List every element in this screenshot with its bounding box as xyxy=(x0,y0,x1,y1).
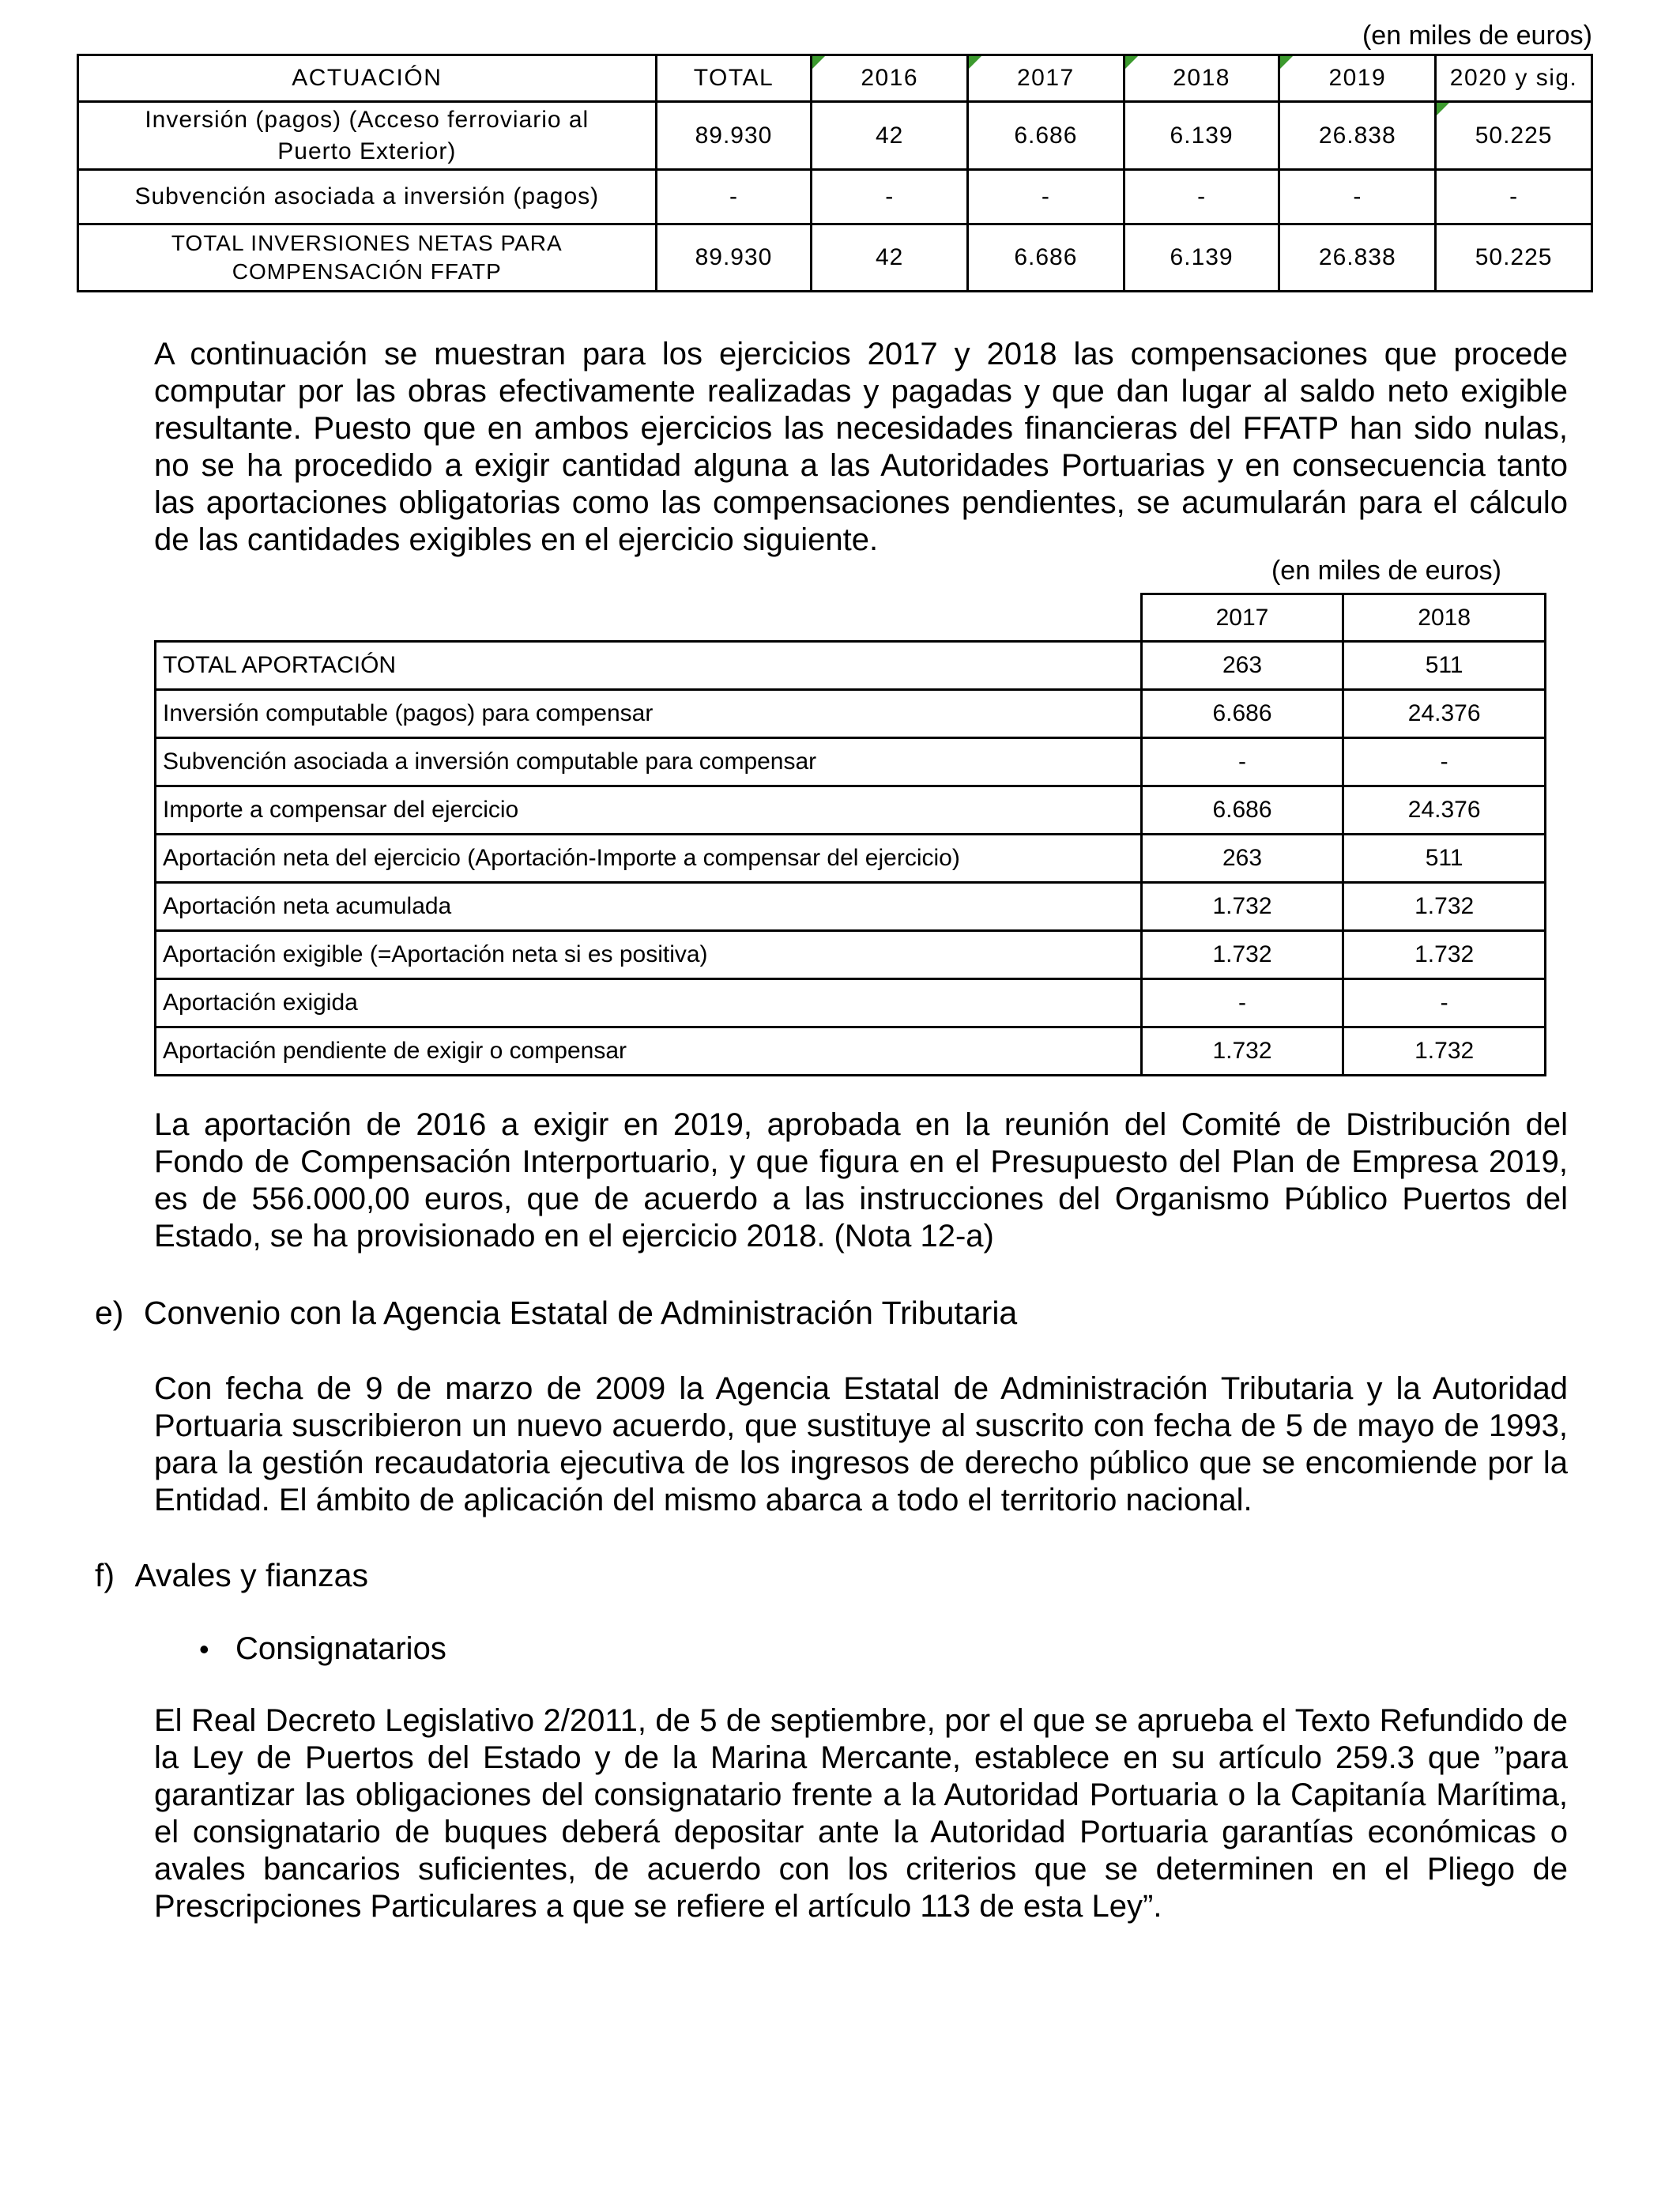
table-cell: 1.732 xyxy=(1343,1027,1546,1076)
row-label: Subvención asociada a inversión (pagos) xyxy=(78,170,657,224)
table-total-row xyxy=(78,224,1592,292)
paragraph-compensations-intro: A continuación se muestran para los ejercicios 2017 y 2018 las compensaciones que procede computar por las obras efectivamente realizadas y pagadas y que dan lugar al saldo neto exigible resultante. Puesto que en ambos ejercicios las necesidades financieras del FFATP han sido nulas, no se ha procedido a exigir cantidad alguna a las Autoridades Portuarias y en consecuencia tanto las aportaciones obligatorias como las compensaciones pendientes, se acumularán para el cálculo de las cantidades exigibles en el ejercicio siguiente. xyxy=(154,337,1568,557)
table-cell: 26.838 xyxy=(1279,224,1436,292)
table-cell: 511 xyxy=(1343,642,1546,690)
table-row xyxy=(156,786,1546,835)
table-cell: 263 xyxy=(1141,642,1343,690)
table-cell: - xyxy=(1343,979,1546,1027)
cell-comment-marker-icon xyxy=(1280,56,1293,69)
table-row xyxy=(78,102,1592,170)
row-label: Aportación exigible (=Aportación neta si es positiva) xyxy=(156,931,1142,979)
bullet-item xyxy=(199,1631,446,1667)
table-cell: 6.139 xyxy=(1124,102,1279,170)
table-cell: 6.686 xyxy=(1141,786,1343,835)
section-title: Avales y fianzas xyxy=(134,1557,368,1593)
table-cell: 24.376 xyxy=(1343,786,1546,835)
table-cell: 6.686 xyxy=(968,102,1124,170)
column-header: TOTAL xyxy=(656,55,812,102)
table-cell: - xyxy=(1141,738,1343,786)
investment-table xyxy=(77,54,1593,292)
compensation-table xyxy=(154,593,1546,1076)
column-header: 2019 xyxy=(1279,55,1436,102)
section-letter: e) xyxy=(95,1295,124,1331)
table-cell: - xyxy=(812,170,968,224)
paragraph-2016-contribution: La aportación de 2016 a exigir en 2019, aprobada en la reunión del Comité de Distribución del Fondo de Compensación Interportuario, y que figura en el Presupuesto del Plan de Empresa 2019, es de 556.000,00 euros, que de acuerdo a las instrucciones del Organismo Público Puertos del Estado, se ha provisionado en el ejercicio 2018. (Nota 12-a) xyxy=(154,1107,1568,1253)
cell-comment-marker-icon xyxy=(1125,56,1138,69)
column-header: 2020 y sig. xyxy=(1436,55,1592,102)
column-header: 2018 xyxy=(1124,55,1279,102)
table-cell: - xyxy=(1141,979,1343,1027)
table-cell: 1.732 xyxy=(1343,931,1546,979)
table-header-row xyxy=(78,55,1592,102)
column-header: 2016 xyxy=(812,55,968,102)
row-label: Subvención asociada a inversión computable para compensar xyxy=(156,738,1142,786)
table-cell: 263 xyxy=(1141,835,1343,883)
row-label: Aportación exigida xyxy=(156,979,1142,1027)
table-cell: - xyxy=(968,170,1124,224)
cell-comment-marker-icon xyxy=(1437,103,1449,115)
table-row xyxy=(156,835,1546,883)
row-label: Inversión (pagos) (Acceso ferroviario al Puerto Exterior) xyxy=(78,102,657,170)
row-label: Aportación neta del ejercicio (Aportación-Importe a compensar del ejercicio) xyxy=(156,835,1142,883)
table-row xyxy=(156,738,1546,786)
table-cell: - xyxy=(1279,170,1436,224)
table1-units-label: (en miles de euros) xyxy=(1362,21,1592,51)
column-header: 2017 xyxy=(1141,594,1343,642)
table-cell: 6.686 xyxy=(968,224,1124,292)
section-f-heading xyxy=(95,1557,368,1594)
table-cell: 26.838 xyxy=(1279,102,1436,170)
table-cell: - xyxy=(656,170,812,224)
row-label: TOTAL INVERSIONES NETAS PARA COMPENSACIÓN FFATP xyxy=(78,224,657,292)
table2-units-label: (en miles de euros) xyxy=(1271,556,1501,586)
cell-comment-marker-icon xyxy=(812,56,825,69)
table-cell: 50.225 xyxy=(1436,224,1592,292)
table-cell: - xyxy=(1436,170,1592,224)
paragraph-aeat-agreement: Con fecha de 9 de marzo de 2009 la Agencia Estatal de Administración Tributaria y la Autoridad Portuaria suscribieron un nuevo acuerdo, que sustituye al suscrito con fecha de 5 de mayo de 1993, para la gestión recaudatoria ejecutiva de los ingresos de derecho público que se encomiende por la Entidad. El ámbito de aplicación del mismo abarca a todo el territorio nacional. xyxy=(154,1371,1568,1517)
table-cell: 6.139 xyxy=(1124,224,1279,292)
table-cell: 6.686 xyxy=(1141,690,1343,738)
table-cell: 50.225 xyxy=(1436,102,1592,170)
table-row xyxy=(156,883,1546,931)
table-cell: 24.376 xyxy=(1343,690,1546,738)
table-cell: 1.732 xyxy=(1343,883,1546,931)
table-cell: 89.930 xyxy=(656,224,812,292)
column-header: ACTUACIÓN xyxy=(78,55,657,102)
empty-header-cell xyxy=(156,594,1142,642)
bullet-icon: • xyxy=(199,1633,209,1665)
table-cell: - xyxy=(1124,170,1279,224)
table-cell: 1.732 xyxy=(1141,883,1343,931)
section-e-heading xyxy=(95,1295,1017,1332)
column-header: 2017 xyxy=(968,55,1124,102)
table-row xyxy=(156,979,1546,1027)
table-row xyxy=(156,931,1546,979)
table-cell: 1.732 xyxy=(1141,1027,1343,1076)
cell-comment-marker-icon xyxy=(969,56,981,69)
row-label: Aportación neta acumulada xyxy=(156,883,1142,931)
paragraph-legislation: El Real Decreto Legislativo 2/2011, de 5 de septiembre, por el que se aprueba el Texto Refundido de la Ley de Puertos del Estado y de la Marina Mercante, establece en su artículo 259.3 que ”para garantizar las obligaciones del consignatario frente a la Autoridad Portuaria o la Capitanía Marítima, el consignatario de buques deberá depositar ante la Autoridad Portuaria garantías económicas o avales bancarios suficientes, de acuerdo con los criterios que se determinen en el Pliego de Prescripciones Particulares a que se refiere el artículo 113 de esta Ley”. xyxy=(154,1703,1568,1924)
row-label: TOTAL APORTACIÓN xyxy=(156,642,1142,690)
table-row xyxy=(156,1027,1546,1076)
row-label: Inversión computable (pagos) para compensar xyxy=(156,690,1142,738)
row-label: Importe a compensar del ejercicio xyxy=(156,786,1142,835)
column-header: 2018 xyxy=(1343,594,1546,642)
table-row xyxy=(78,170,1592,224)
bullet-text: Consignatarios xyxy=(235,1631,446,1666)
table-cell: 42 xyxy=(812,224,968,292)
table-cell: 1.732 xyxy=(1141,931,1343,979)
table-row xyxy=(156,642,1546,690)
section-letter: f) xyxy=(95,1557,115,1593)
table-cell: - xyxy=(1343,738,1546,786)
table-cell: 89.930 xyxy=(656,102,812,170)
table-cell: 42 xyxy=(812,102,968,170)
row-label: Aportación pendiente de exigir o compensar xyxy=(156,1027,1142,1076)
table-header-row xyxy=(156,594,1546,642)
table-cell: 511 xyxy=(1343,835,1546,883)
table-row xyxy=(156,690,1546,738)
section-title: Convenio con la Agencia Estatal de Administración Tributaria xyxy=(143,1295,1018,1331)
